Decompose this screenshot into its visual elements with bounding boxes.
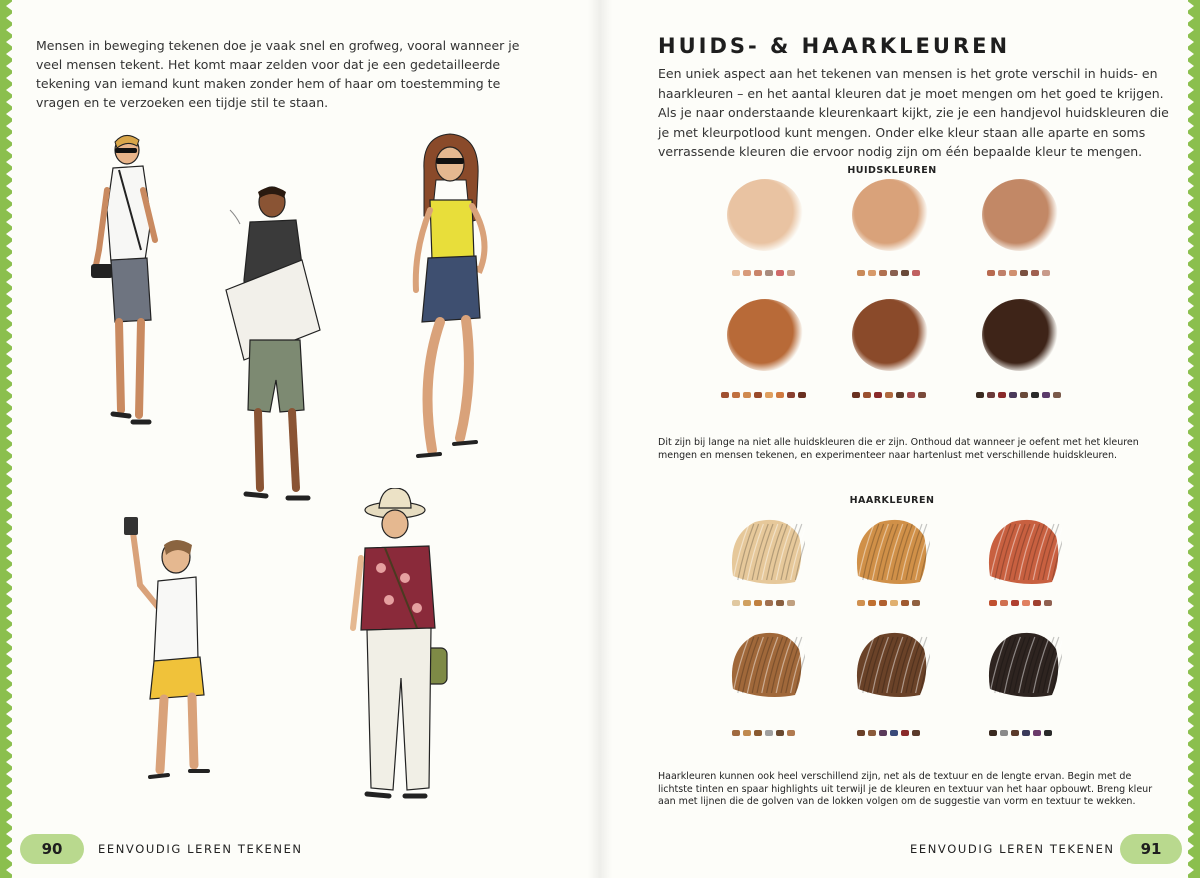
- pencil-color-chip: [1022, 600, 1030, 606]
- pencil-color-chip: [879, 270, 887, 276]
- pencil-color-chip: [1000, 730, 1008, 736]
- hair-swatch: [850, 629, 930, 701]
- pencil-color-chip: [732, 730, 740, 736]
- pencil-color-chip: [1033, 600, 1041, 606]
- pencil-color-chip: [754, 600, 762, 606]
- pencil-color-chip: [787, 270, 795, 276]
- pencil-color-chip: [743, 392, 751, 398]
- hair-swatch-pencils: [989, 600, 1052, 606]
- pencil-color-chip: [912, 270, 920, 276]
- pencil-color-chip: [918, 392, 926, 398]
- left-page-number: 90: [20, 834, 84, 864]
- skin-swatch-pencils: [852, 392, 926, 398]
- pencil-color-chip: [754, 730, 762, 736]
- pencil-color-chip: [879, 600, 887, 606]
- pencil-color-chip: [989, 730, 997, 736]
- left-intro-text: Mensen in beweging tekenen doe je vaak snel en grofweg, vooral wanneer je veel mensen tekent. Het komt maar zelden voor dat je een gedetailleerde tekening van iemand kunt maken zonder hem of haar om toestemming te vragen en te verzoeken een tijdje stil te staan.: [36, 38, 520, 110]
- pencil-color-chip: [1011, 600, 1019, 606]
- right-edge-decoration: [1186, 0, 1200, 878]
- skin-swatch: [727, 299, 803, 371]
- pencil-color-chip: [743, 600, 751, 606]
- pencil-color-chip: [776, 600, 784, 606]
- hair-swatch: [725, 629, 805, 701]
- sketch-man-with-camera: [85, 130, 175, 435]
- pencil-color-chip: [1022, 730, 1030, 736]
- pencil-color-chip: [852, 392, 860, 398]
- pencil-color-chip: [901, 600, 909, 606]
- pencil-color-chip: [998, 270, 1006, 276]
- section-title: HUIDS- & HAARKLEUREN: [658, 34, 1011, 58]
- pencil-color-chip: [896, 392, 904, 398]
- hair-swatch-pencils: [857, 730, 920, 736]
- pencil-color-chip: [1031, 270, 1039, 276]
- skin-swatch-pencils: [987, 270, 1050, 276]
- pencil-color-chip: [754, 270, 762, 276]
- skin-swatch-pencils: [721, 392, 806, 398]
- pencil-color-chip: [776, 270, 784, 276]
- pencil-color-chip: [732, 600, 740, 606]
- pencil-color-chip: [1044, 600, 1052, 606]
- pencil-color-chip: [912, 730, 920, 736]
- pencil-color-chip: [787, 392, 795, 398]
- skin-colors-caption: Dit zijn bij lange na niet alle huidskleuren die er zijn. Onthoud dat wanneer je oefent met het kleuren mengen en mensen tekenen, en experimenteer naar hartenlust met verschillende huidskleuren.: [658, 437, 1139, 461]
- pencil-color-chip: [890, 270, 898, 276]
- right-footer-title: EENVOUDIG LEREN TEKENEN: [910, 842, 1115, 856]
- pencil-color-chip: [989, 600, 997, 606]
- hair-swatch-pencils: [989, 730, 1052, 736]
- pencil-color-chip: [885, 392, 893, 398]
- pencil-color-chip: [732, 270, 740, 276]
- pencil-color-chip: [1044, 730, 1052, 736]
- pencil-color-chip: [765, 270, 773, 276]
- pencil-color-chip: [1053, 392, 1061, 398]
- pencil-color-chip: [743, 270, 751, 276]
- pencil-color-chip: [907, 392, 915, 398]
- skin-swatch: [982, 299, 1058, 371]
- skin-swatch: [727, 179, 803, 251]
- book-gutter: [588, 0, 612, 878]
- pencil-color-chip: [857, 270, 865, 276]
- hair-colors-heading: HAARKLEUREN: [849, 495, 935, 506]
- pencil-color-chip: [1000, 600, 1008, 606]
- skin-swatch-pencils: [976, 392, 1061, 398]
- pencil-color-chip: [890, 600, 898, 606]
- sketch-woman-taking-photo: [110, 515, 220, 785]
- pencil-color-chip: [863, 392, 871, 398]
- pencil-color-chip: [765, 600, 773, 606]
- skin-swatch: [852, 179, 928, 251]
- skin-swatch-pencils: [857, 270, 920, 276]
- hair-colors-caption: Haarkleuren kunnen ook heel verschillend zijn, net als de textuur en de lengte ervan. Begin met de lichtste tinten en spaar highlights uit terwijl je de kleuren en textuur van het haar opbouwt. Breng kleur aan met lijnen die de golven van de lokken volgen om de suggestie van vorm en textuur te wekken.: [658, 771, 1153, 807]
- pencil-color-chip: [912, 600, 920, 606]
- pencil-color-chip: [868, 730, 876, 736]
- right-page-number: 91: [1120, 834, 1182, 864]
- pencil-color-chip: [901, 270, 909, 276]
- pencil-color-chip: [1031, 392, 1039, 398]
- hair-swatch: [982, 516, 1062, 588]
- pencil-color-chip: [998, 392, 1006, 398]
- pencil-color-chip: [776, 392, 784, 398]
- hair-swatch-pencils: [732, 600, 795, 606]
- pencil-color-chip: [1033, 730, 1041, 736]
- pencil-color-chip: [721, 392, 729, 398]
- sketch-man-with-board: [220, 180, 330, 510]
- left-footer-title: EENVOUDIG LEREN TEKENEN: [98, 842, 303, 856]
- pencil-color-chip: [976, 392, 984, 398]
- pencil-color-chip: [879, 730, 887, 736]
- skin-swatch-pencils: [732, 270, 795, 276]
- pencil-color-chip: [857, 730, 865, 736]
- skin-colors-heading: HUIDSKLEUREN: [847, 165, 937, 176]
- sketch-woman-yellow-top: [400, 130, 510, 465]
- pencil-color-chip: [1020, 392, 1028, 398]
- skin-swatch: [982, 179, 1058, 251]
- pencil-color-chip: [868, 270, 876, 276]
- pencil-color-chip: [1042, 392, 1050, 398]
- pencil-color-chip: [776, 730, 784, 736]
- pencil-color-chip: [765, 730, 773, 736]
- pencil-color-chip: [1020, 270, 1028, 276]
- pencil-color-chip: [1011, 730, 1019, 736]
- pencil-color-chip: [787, 600, 795, 606]
- pencil-color-chip: [1042, 270, 1050, 276]
- right-intro-text: Een uniek aspect aan het tekenen van mensen is het grote verschil in huids- en haarkleuren – en het aantal kleuren dat je moet mengen om het goed te krijgen. Als je naar onderstaande kleurenkaart kijkt, zie je een handjevol huidskleuren die je met kleurpotlood kunt mengen. Onder elke kleur staan alle aparte en soms verrassende kleuren die ervoor nodig zijn om één bepaalde kleur te mengen.: [658, 66, 1169, 159]
- hair-swatch: [850, 516, 930, 588]
- pencil-color-chip: [1009, 270, 1017, 276]
- hair-swatch: [982, 629, 1062, 701]
- pencil-color-chip: [868, 600, 876, 606]
- pencil-color-chip: [765, 392, 773, 398]
- pencil-color-chip: [798, 392, 806, 398]
- pencil-color-chip: [754, 392, 762, 398]
- pencil-color-chip: [987, 270, 995, 276]
- pencil-color-chip: [987, 392, 995, 398]
- pencil-color-chip: [874, 392, 882, 398]
- pencil-color-chip: [901, 730, 909, 736]
- pencil-color-chip: [732, 392, 740, 398]
- hair-swatch-pencils: [732, 730, 795, 736]
- hair-swatch-pencils: [857, 600, 920, 606]
- pencil-color-chip: [787, 730, 795, 736]
- skin-swatch: [852, 299, 928, 371]
- pencil-color-chip: [890, 730, 898, 736]
- sketch-man-with-hat-and-bag: [345, 488, 465, 808]
- pencil-color-chip: [857, 600, 865, 606]
- pencil-color-chip: [1009, 392, 1017, 398]
- pencil-color-chip: [743, 730, 751, 736]
- hair-swatch: [725, 516, 805, 588]
